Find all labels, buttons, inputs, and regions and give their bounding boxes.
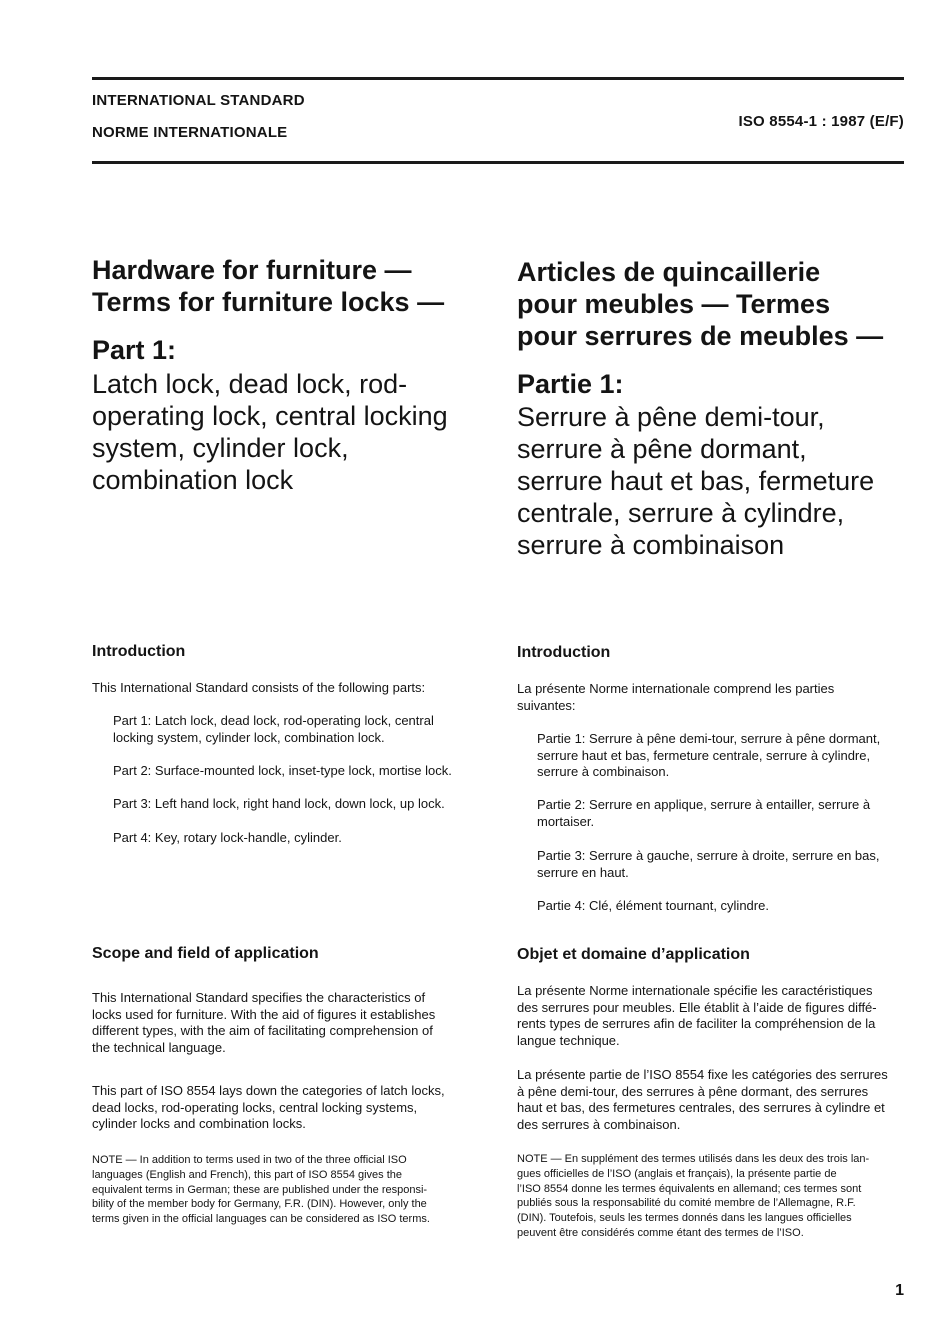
title-fr-line: Articles de quincaillerie — [517, 257, 821, 287]
header-reference: ISO 8554-1 : 1987 (E/F) — [738, 113, 904, 130]
scope-heading-fr: Objet et domaine d’application — [517, 946, 750, 963]
note-en: NOTE — In addition to terms used in two of the three official ISO languages (English and French), this part of ISO 8554 gives the equivalent terms in German; these are published under the responsi- bility of the member body for Germany, F.R. (DIN). However, only the terms given in the official languages can be considered as ISO terms. — [92, 1154, 430, 1226]
header-standard-fr: NORME INTERNATIONALE — [92, 124, 288, 141]
subtitle-fr-line: serrure à pêne dormant, — [517, 434, 807, 464]
subtitle-en-line: combination lock — [92, 465, 294, 495]
intro-heading-fr: Introduction — [517, 644, 611, 661]
scope-paragraph-en: This part of ISO 8554 lays down the categories of latch locks, dead locks, rod-operating locks, central locking systems, cylinder locks and combination locks. — [92, 1083, 445, 1131]
part-list-item-en: Part 1: Latch lock, dead lock, rod-operating lock, central locking system, cylinder lock, combination lock. — [113, 713, 434, 745]
part-list-item-fr: Partie 3: Serrure à gauche, serrure à droite, serrure en bas, serrure en haut. — [537, 848, 880, 880]
subtitle-fr-line: centrale, serrure à cylindre, — [517, 498, 845, 528]
intro-text-fr: La présente Norme internationale comprend les parties suivantes: — [517, 681, 835, 713]
title-en — [92, 254, 444, 318]
part-list-item-fr: Partie 4: Clé, élément tournant, cylindre. — [537, 898, 769, 913]
subtitle-fr-line: serrure haut et bas, fermeture — [517, 466, 875, 496]
part-list-item-en: Part 4: Key, rotary lock-handle, cylinder. — [113, 830, 342, 845]
part-list-item-fr: Partie 2: Serrure en applique, serrure à entailler, serrure à mortaiser. — [537, 797, 871, 829]
scope-paragraph-fr: La présente partie de l’ISO 8554 fixe les catégories des serrures à pêne demi-tour, des serrures à pêne dormant, des serrures haut et bas, des fermetures centrales, des serrures à cylindre et des serrures à combinaison. — [517, 1067, 888, 1132]
header-bottom-rule — [92, 161, 904, 164]
page-number: 1 — [895, 1282, 904, 1299]
intro-text-en: This International Standard consists of the following parts: — [92, 680, 426, 695]
title-fr-line: pour serrures de meubles — — [517, 321, 884, 351]
intro-heading-en: Introduction — [92, 643, 186, 660]
subtitle-en-line: operating lock, central locking — [92, 401, 448, 431]
subtitle-en-line: Latch lock, dead lock, rod- — [92, 369, 408, 399]
scope-paragraph-fr: La présente Norme internationale spécifie les caractéristiques des serrures pour meubles. Elle établit à l’aide de figures diffé- rents types de serrures afin de faciliter la compréhension de la langue technique. — [517, 983, 877, 1048]
subtitle-fr-line: serrure à combinaison — [517, 530, 785, 560]
title-en-line: Terms for furniture locks — — [92, 287, 445, 317]
note-fr: NOTE — En supplément des termes utilisés dans les deux des trois lan- gues officielles de l’ISO (anglais et français), la présente partie de l’ISO 8554 donne les termes équivalents en allemand; ces termes sont publiés sous la responsabilité du comité membre de l’Allemagne, R.F. (DIN). Toutefois, seuls les termes donnés dans les langues officielles peuvent être considérés comme étant des termes de l’ISO. — [517, 1153, 870, 1239]
subtitle-fr-line: Serrure à pêne demi-tour, — [517, 402, 825, 432]
title-en-line: Hardware for furniture — — [92, 255, 412, 285]
title-fr — [517, 256, 883, 352]
subtitle-en — [92, 368, 448, 496]
title-fr-line: pour meubles — Termes — [517, 289, 831, 319]
part-list-item-en: Part 2: Surface-mounted lock, inset-type lock, mortise lock. — [113, 763, 452, 778]
header-top-rule — [92, 77, 904, 80]
header-standard-en: INTERNATIONAL STANDARD — [92, 92, 305, 109]
scope-paragraph-en: This International Standard specifies the characteristics of locks used for furniture. With the aid of figures it establishes different types, with the aim of facilitating comprehension of the technical language. — [92, 990, 436, 1055]
part-label-fr: Partie 1: — [517, 369, 624, 399]
part-list-item-fr: Partie 1: Serrure à pêne demi-tour, serrure à pêne dormant, serrure haut et bas, fermeture centrale, serrure à cylindre, serrure à combinaison. — [537, 731, 881, 779]
scope-heading-en: Scope and field of application — [92, 945, 319, 962]
part-list-item-en: Part 3: Left hand lock, right hand lock, down lock, up lock. — [113, 796, 445, 811]
subtitle-fr — [517, 401, 874, 561]
subtitle-en-line: system, cylinder lock, — [92, 433, 349, 463]
part-label-en: Part 1: — [92, 335, 177, 365]
